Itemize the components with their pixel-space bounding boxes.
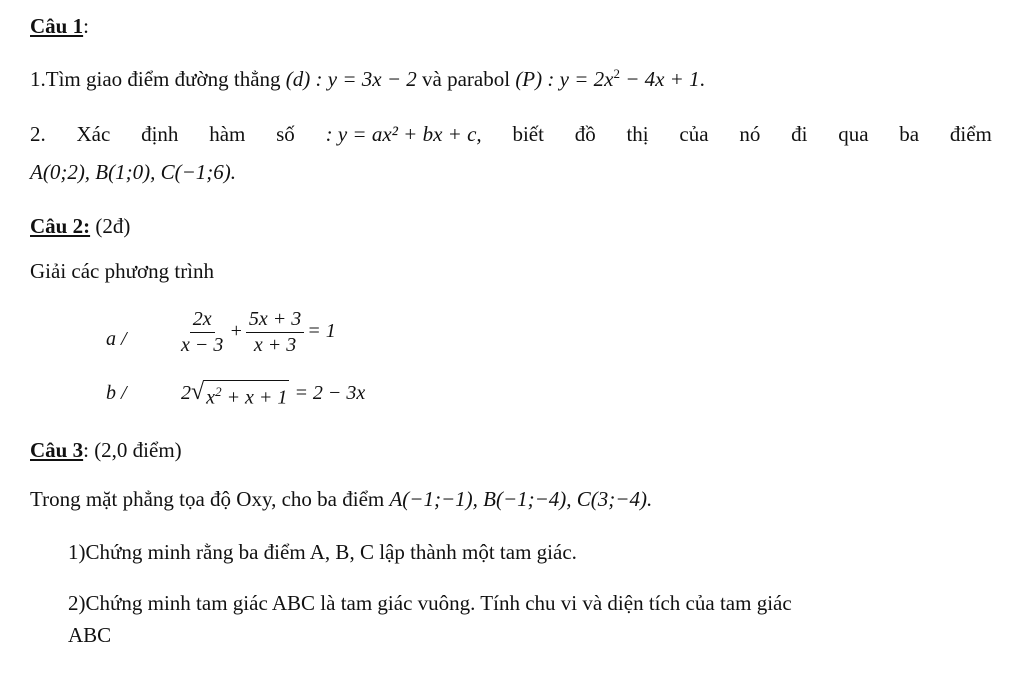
q2-b-rhs: = 2 − 3x [289, 382, 366, 404]
q1-part2-word: nó [739, 122, 761, 146]
q1-part1-mid: và parabol [416, 67, 516, 91]
q1-part2-word: đi [791, 122, 808, 146]
q3-item2-line2: ABC [68, 623, 112, 647]
q3-item2-line1: 2)Chứng minh tam giác ABC là tam giác vuông. Tính chu vi và diện tích của tam giác [68, 591, 792, 615]
q2-b-label: b / [106, 382, 127, 404]
fraction-2 [246, 308, 304, 357]
q2-heading-text: Câu 2: [30, 214, 91, 238]
q1-part2-word: qua [838, 122, 869, 146]
q2-points: (2đ) [90, 214, 131, 238]
radicand-exp: 2 [215, 384, 222, 399]
fraction-1-denominator: x − 3 [181, 334, 224, 356]
q1-part1-prefix: 1.Tìm giao điểm đường thẳng [30, 67, 286, 91]
q3-points: : (2,0 điểm) [83, 438, 182, 462]
q3-item1: 1)Chứng minh rằng ba điểm A, B, C lập thành một tam giác. [68, 540, 577, 564]
q1-part2-word: đồ [574, 122, 596, 146]
q1-part2-word: số [276, 122, 295, 146]
q2-a-label: a / [106, 328, 127, 350]
q1-part2-word: hàm [209, 122, 246, 146]
q3-intro-text: Trong mặt phẳng tọa độ Oxy, cho ba điểm [30, 487, 390, 511]
fraction-2-denominator: x + 3 [253, 334, 297, 356]
q1-part2-line1 [30, 122, 992, 147]
fraction-1 [178, 308, 226, 357]
q2-a-equation [175, 308, 336, 357]
radical-sign-icon: √ [191, 379, 205, 405]
q1-parabol-exp: 2 [613, 66, 620, 81]
q1-part2-word: định [141, 122, 179, 146]
radicand-a: x [206, 386, 216, 409]
q1-heading-text: Câu 1 [30, 14, 84, 38]
q2-b-equation [181, 380, 365, 409]
q1-parabol-eq-b: − 4x + 1 [619, 67, 700, 91]
q1-heading [30, 14, 89, 39]
q1-line-d-equation: (d) : y = 3x − 2 [285, 67, 417, 91]
q1-part2-word: 2. [30, 122, 46, 146]
q2-heading [30, 214, 130, 239]
q1-part1-end: . [699, 67, 705, 91]
q2-a-rhs: = 1 [307, 320, 336, 343]
q1-part2-word: thị [626, 122, 649, 146]
q1-part1 [30, 66, 705, 92]
radicand [204, 380, 289, 409]
q1-part2-word: Xác [76, 122, 111, 146]
q1-part2-word: của [679, 122, 709, 146]
q2-intro: Giải các phương trình [30, 259, 215, 283]
q3-heading [30, 438, 182, 463]
q1-part2-points: A(0;2), B(1;0), C(−1;6). [30, 160, 237, 184]
fraction-2-numerator: 5x + 3 [246, 308, 304, 333]
q3-heading-text: Câu 3 [30, 438, 84, 462]
fraction-1-numerator: 2x [190, 308, 215, 333]
q1-part2-word: ba [899, 122, 920, 146]
radicand-b: + x + 1 [221, 386, 288, 409]
q1-parabol-eq-a: (P) : y = 2x [515, 67, 614, 91]
q3-intro-points: A(−1;−1), B(−1;−4), C(3;−4). [389, 487, 653, 511]
sqrt-coefficient: 2 [181, 382, 191, 404]
q3-intro [30, 487, 652, 512]
square-root [191, 380, 289, 409]
plus-sign: + [229, 320, 243, 343]
q1-heading-colon: : [83, 14, 89, 38]
q1-part2-word: biết [512, 122, 544, 146]
q1-part2-word: điểm [949, 122, 992, 146]
q1-part2-word: : y = ax² + bx + c, [325, 122, 482, 146]
